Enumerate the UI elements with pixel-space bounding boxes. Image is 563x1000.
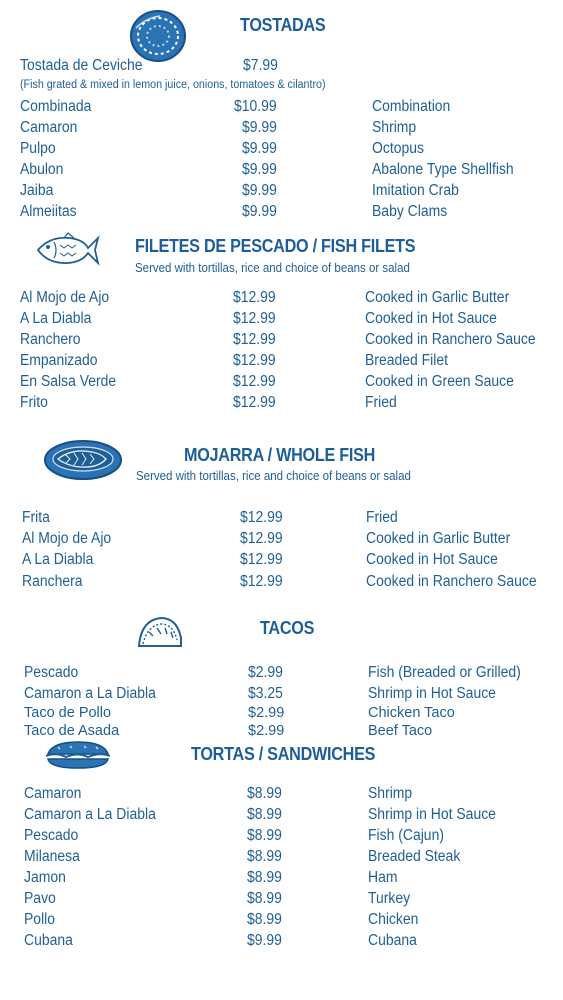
item-price: $8.99 — [247, 806, 282, 823]
item-name: En Salsa Verde — [20, 373, 117, 390]
item-english: Cooked in Garlic Butter — [366, 530, 511, 547]
item-english: Cooked in Green Sauce — [365, 373, 514, 390]
menu-item — [0, 868, 563, 889]
menu-item — [0, 784, 563, 805]
item-price: $12.99 — [233, 331, 276, 348]
item-english: Cooked in Hot Sauce — [365, 310, 497, 327]
item-price: $8.99 — [247, 848, 282, 865]
item-english: Beef Taco — [368, 723, 433, 739]
item-price: $12.99 — [233, 373, 276, 390]
item-name: Frita — [22, 509, 50, 526]
item-name: Camaron a La Diabla — [24, 685, 156, 702]
item-price: $8.99 — [247, 785, 282, 802]
item-name: Pulpo — [20, 140, 56, 157]
menu-item — [0, 826, 563, 847]
section-title-tortas: TORTAS / SANDWICHES — [191, 744, 376, 764]
item-english: Chicken Taco — [368, 705, 455, 721]
item-name: Cubana — [24, 932, 73, 949]
item-price: $2.99 — [248, 705, 285, 721]
whole-fish-plate-icon — [42, 438, 124, 482]
item-price: $12.99 — [240, 530, 283, 547]
menu-item — [0, 889, 563, 910]
item-price: $12.99 — [233, 394, 276, 411]
item-price: $8.99 — [247, 827, 282, 844]
item-name: Al Mojo de Ajo — [22, 530, 112, 547]
menu-item — [0, 847, 563, 868]
item-english: Shrimp in Hot Sauce — [368, 806, 496, 823]
item-price: $8.99 — [247, 890, 282, 907]
item-name: Pavo — [24, 890, 56, 907]
item-price: $2.99 — [248, 723, 285, 739]
menu-item — [0, 160, 563, 181]
item-name: Camaron a La Diabla — [24, 806, 156, 823]
section-title-filetes: FILETES DE PESCADO / FISH FILETS — [135, 236, 416, 256]
item-name: Jamon — [24, 869, 66, 886]
ceviche-note: (Fish grated & mixed in lemon juice, onions, tomatoes & cilantro) — [20, 79, 326, 91]
menu-item — [0, 181, 563, 202]
menu-item — [0, 529, 563, 550]
item-price: $9.99 — [242, 161, 277, 178]
item-english: Fish (Breaded or Grilled) — [368, 664, 521, 681]
item-name: Almeiitas — [20, 203, 77, 220]
menu-item — [0, 663, 563, 684]
section-title-mojarra: MOJARRA / WHOLE FISH — [184, 445, 376, 465]
item-english: Cooked in Hot Sauce — [366, 551, 498, 568]
item-name: Pescado — [24, 664, 79, 681]
menu-item — [0, 572, 563, 593]
item-name: Taco de Pollo — [24, 705, 112, 721]
item-english: Combination — [372, 98, 451, 115]
item-price: $10.99 — [234, 98, 277, 115]
item-english: Abalone Type Shellfish — [372, 161, 514, 178]
item-english: Shrimp in Hot Sauce — [368, 685, 496, 702]
item-name: A La Diabla — [20, 310, 92, 327]
item-name: Al Mojo de Ajo — [20, 289, 110, 306]
item-name: Camaron — [24, 785, 82, 802]
item-english: Cubana — [368, 932, 417, 949]
item-name: Jaiba — [20, 182, 54, 199]
item-name: Taco de Asada — [24, 723, 120, 739]
item-price: $12.99 — [233, 352, 276, 369]
menu-item — [0, 351, 563, 372]
item-english: Breaded Steak — [368, 848, 461, 865]
item-name: Frito — [20, 394, 48, 411]
menu-item — [0, 550, 563, 571]
menu-item — [0, 931, 563, 952]
item-english: Cooked in Ranchero Sauce — [365, 331, 536, 348]
item-english: Ham — [368, 869, 398, 886]
item-english: Fried — [365, 394, 397, 411]
item-price: $12.99 — [240, 551, 283, 568]
item-english: Octopus — [372, 140, 424, 157]
menu-item — [0, 393, 563, 414]
item-name: Empanizado — [20, 352, 98, 369]
menu-item — [0, 139, 563, 160]
item-name: Ranchera — [22, 573, 83, 590]
item-english: Cooked in Garlic Butter — [365, 289, 510, 306]
item-name: Pescado — [24, 827, 79, 844]
item-name: Milanesa — [24, 848, 80, 865]
item-price: $7.99 — [243, 57, 278, 74]
item-name: Ranchero — [20, 331, 81, 348]
item-english: Fried — [366, 509, 398, 526]
menu-item — [0, 309, 563, 330]
menu-item — [0, 910, 563, 931]
sandwich-icon — [44, 738, 112, 772]
item-english: Shrimp — [368, 785, 413, 802]
menu-item-tostada-ceviche — [0, 56, 563, 77]
item-name: Combinada — [20, 98, 92, 115]
item-price: $9.99 — [242, 182, 277, 199]
section-subtitle-mojarra: Served with tortillas, rice and choice of beans or salad — [136, 469, 411, 483]
item-price: $8.99 — [247, 869, 282, 886]
item-english: Imitation Crab — [372, 182, 459, 199]
item-price: $9.99 — [242, 119, 277, 136]
taco-icon — [135, 614, 185, 650]
item-price: $12.99 — [240, 573, 283, 590]
menu-item — [0, 508, 563, 529]
item-english: Cooked in Ranchero Sauce — [366, 573, 537, 590]
section-title-tacos: TACOS — [260, 618, 315, 638]
item-name: A La Diabla — [22, 551, 94, 568]
item-english: Baby Clams — [372, 203, 448, 220]
fish-icon — [34, 232, 100, 268]
menu-item — [0, 805, 563, 826]
item-price: $8.99 — [247, 911, 282, 928]
menu-item — [0, 330, 563, 351]
item-name: Abulon — [20, 161, 64, 178]
item-price: $9.99 — [242, 203, 277, 220]
item-english: Fish (Cajun) — [368, 827, 444, 844]
item-english: Turkey — [368, 890, 411, 907]
menu-item — [0, 97, 563, 118]
item-price: $2.99 — [248, 664, 283, 681]
item-price: $9.99 — [247, 932, 282, 949]
item-english: Chicken — [368, 911, 419, 928]
menu-item — [0, 288, 563, 309]
menu-item — [0, 202, 563, 223]
menu-item — [0, 118, 563, 139]
menu-item — [0, 684, 563, 705]
item-name: Camaron — [20, 119, 78, 136]
item-name: Pollo — [24, 911, 56, 928]
item-price: $12.99 — [233, 289, 276, 306]
item-price: $12.99 — [240, 509, 283, 526]
item-price: $9.99 — [242, 140, 277, 157]
item-english: Shrimp — [372, 119, 417, 136]
item-price: $3.25 — [248, 685, 283, 702]
menu-item — [0, 372, 563, 393]
item-name: Tostada de Ceviche — [20, 57, 143, 74]
item-english: Breaded Filet — [365, 352, 448, 369]
section-subtitle-filetes: Served with tortillas, rice and choice of beans or salad — [135, 261, 410, 275]
item-price: $12.99 — [233, 310, 276, 327]
section-title-tostadas: TOSTADAS — [240, 15, 326, 35]
